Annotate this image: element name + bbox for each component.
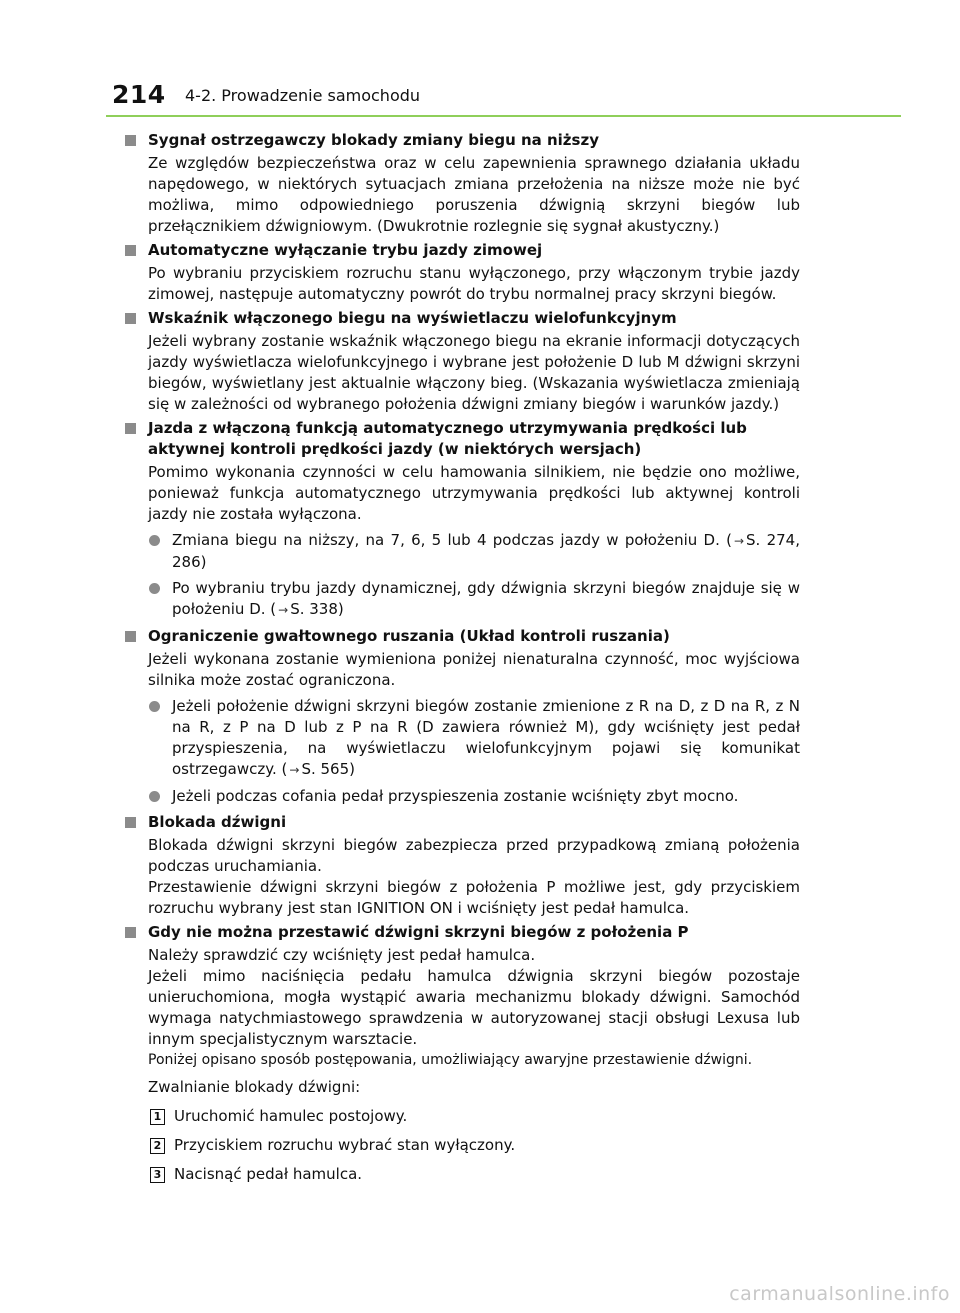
dot-bullet-icon <box>149 701 160 712</box>
subheading: Zwalnianie blokady dźwigni: <box>148 1078 361 1096</box>
section-shift-lock-release <box>124 922 800 1185</box>
section-heading: Wskaźnik włączonego biegu na wyświetlaczu wielofunkcyjnym <box>124 308 800 329</box>
bullet-item: Po wybraniu trybu jazdy dynamicznej, gdy dźwignia skrzyni biegów znajduje się w położeniu D. ( → S. 338) <box>124 578 800 621</box>
section-heading: Blokada dźwigni <box>124 812 800 833</box>
dot-bullet-icon <box>149 791 160 802</box>
step-item: 2 Przyciskiem rozruchu wybrać stan wyłączony. <box>124 1135 800 1156</box>
bullet-item: Zmiana biegu na niższy, na 7, 6, 5 lub 4 podczas jazdy w położeniu D. ( → S. 274, 286) <box>124 530 800 573</box>
arrow-icon: → <box>278 603 289 617</box>
section-heading: Ograniczenie gwałtownego ruszania (Układ kontroli ruszania) <box>124 626 800 647</box>
section-snow-mode <box>124 240 800 305</box>
page-number: 214 <box>112 80 166 109</box>
section-heading: Jazda z włączoną funkcją automatycznego utrzymywania prędkości lub aktywnej kontroli prędkości jazdy (w niektórych wersjach) <box>124 418 800 460</box>
step-item: 3 Nacisnąć pedał hamulca. <box>124 1164 800 1185</box>
header-rule <box>106 115 901 117</box>
paragraph: Poniżej opisano sposób postępowania, umożliwiający awaryjne przestawienie dźwigni. <box>148 1052 753 1068</box>
square-bullet-icon <box>125 817 136 828</box>
square-bullet-icon <box>125 927 136 938</box>
page-reference[interactable]: S. 274, 286) <box>172 531 800 571</box>
paragraph: Jeżeli wykonana zostanie wymieniona poniżej nienaturalna czynność, moc wyjściowa silnika może zostać ograniczona. <box>148 650 800 689</box>
step-number-box: 3 <box>150 1167 165 1183</box>
step-number-box: 2 <box>150 1138 165 1154</box>
paragraph: Przestawienie dźwigni skrzyni biegów z położenia P możliwe jest, gdy przyciskiem rozruchu wybrany jest stan IGNITION ON i wciśnięty jest pedał hamulca. <box>148 878 800 917</box>
content <box>124 130 800 1188</box>
paragraph: Jeżeli wybrany zostanie wskaźnik włączonego biegu na ekranie informacji dotyczących jazdy wyświetlacza wielofunkcyjnego i wybrane jest położenie D lub M dźwigni skrzyni biegów, wyświetlany jest aktualnie włączony bieg. (Wskazania wyświetlacza zmieniają się w zależności od wybranego położenia dźwigni zmiany biegów i warunków jazdy.) <box>148 332 800 413</box>
section-heading: Automatyczne wyłączanie trybu jazdy zimowej <box>124 240 800 261</box>
dot-bullet-icon <box>149 535 160 546</box>
section-shift-lock <box>124 812 800 919</box>
paragraph: Należy sprawdzić czy wciśnięty jest pedał hamulca. <box>148 946 536 964</box>
square-bullet-icon <box>125 245 136 256</box>
square-bullet-icon <box>125 135 136 146</box>
step-item: 1 Uruchomić hamulec postojowy. <box>124 1106 800 1127</box>
paragraph: Jeżeli mimo naciśnięcia pedału hamulca dźwignia skrzyni biegów pozostaje unieruchomiona, mogła wystąpić awaria mechanizmu blokady dźwigni. Samochód wymaga natychmiastowego sprawdzenia w autoryzowanej stacji obsługi Lexusa lub innym specjalistycznym warsztacie. <box>148 967 800 1048</box>
watermark: carmanualsonline.info <box>729 1283 950 1305</box>
arrow-icon: → <box>733 534 745 548</box>
square-bullet-icon <box>125 423 136 434</box>
paragraph: Blokada dźwigni skrzyni biegów zabezpiecza przed przypadkową zmianą położenia podczas uruchamiania. <box>148 836 800 875</box>
paragraph: Po wybraniu przyciskiem rozruchu stanu wyłączonego, przy włączonym trybie jazdy zimowej, następuje automatyczny powrót do trybu normalnej pracy skrzyni biegów. <box>148 264 800 303</box>
section-heading: Sygnał ostrzegawczy blokady zmiany biegu na niższy <box>124 130 800 151</box>
bullet-item: Jeżeli podczas cofania pedał przyspieszenia zostanie wciśnięty zbyt mocno. <box>124 786 800 807</box>
bullet-item: Jeżeli położenie dźwigni skrzyni biegów zostanie zmienione z R na D, z D na R, z N na R, z P na D lub z P na R (D zawiera również M), gdy wciśnięty jest pedał przyspieszenia, na wyświetlaczu wielofunkcyjnym pojawi się komunikat ostrzegawczy. ( → S. 565) <box>124 696 800 781</box>
arrow-icon: → <box>289 763 300 777</box>
paragraph: Ze względów bezpieczeństwa oraz w celu zapewnienia sprawnego działania układu napędowego, w niektórych sytuacjach zmiana przełożenia na niższe może nie być możliwa, mimo odpowiedniego poruszenia dźwignią skrzyni biegów lub przełącznikiem dźwigniowym. (Dwukrotnie rozlegnie się sygnał akustyczny.) <box>148 154 800 235</box>
paragraph: Pomimo wykonania czynności w celu hamowania silnikiem, nie będzie ono możliwe, ponieważ funkcja automatycznego utrzymywania prędkości lub aktywnej kontroli jazdy nie została wyłączona. <box>148 463 800 523</box>
section-downshift-warning <box>124 130 800 237</box>
section-gear-indicator <box>124 308 800 415</box>
dot-bullet-icon <box>149 583 160 594</box>
square-bullet-icon <box>125 631 136 642</box>
page-reference[interactable]: S. 565) <box>301 760 355 778</box>
section-heading: Gdy nie można przestawić dźwigni skrzyni biegów z położenia P <box>124 922 800 943</box>
section-cruise-control <box>124 418 800 621</box>
chapter-title: 4-2. Prowadzenie samochodu <box>185 86 421 105</box>
square-bullet-icon <box>125 313 136 324</box>
step-number-box: 1 <box>150 1109 165 1125</box>
section-start-control <box>124 626 800 807</box>
page-reference[interactable]: S. 338) <box>290 600 344 618</box>
